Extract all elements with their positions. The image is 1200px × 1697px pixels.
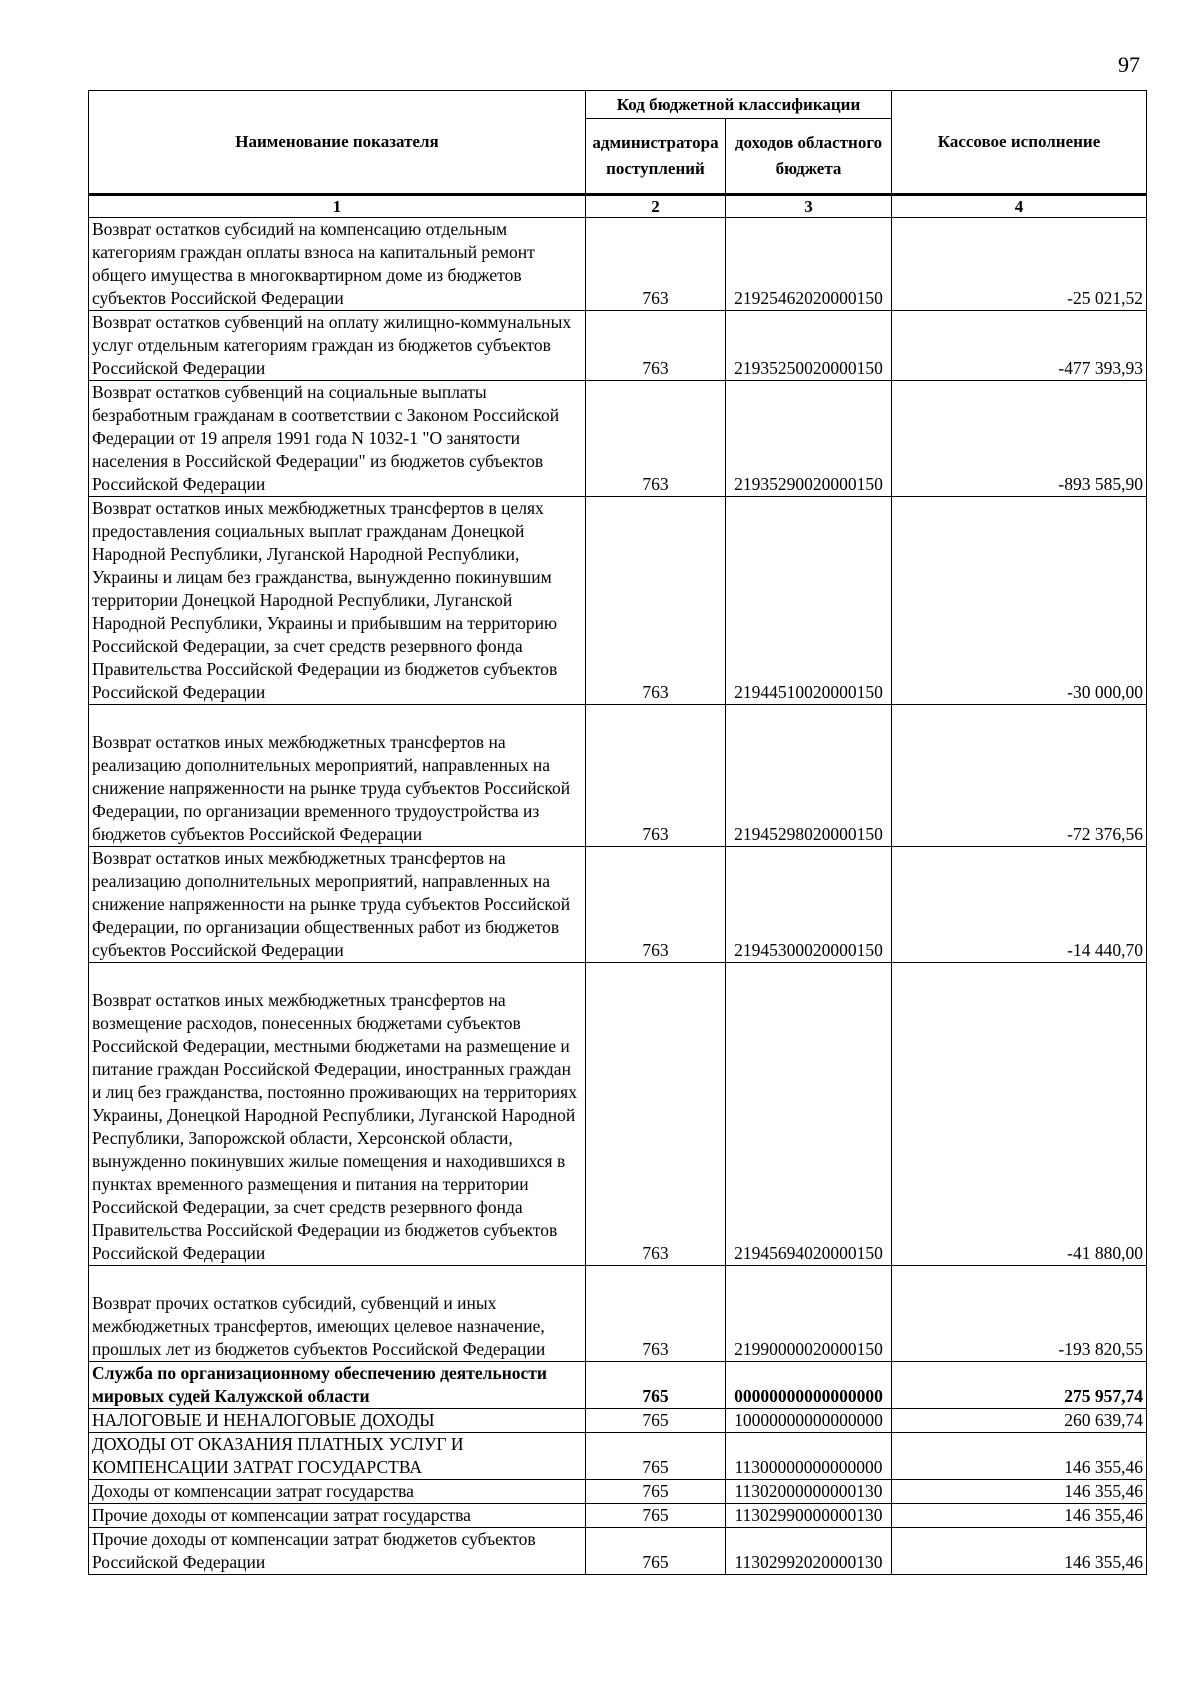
budget-table [88, 90, 1147, 1575]
row-amount: -477 393,93 [892, 311, 1147, 381]
table-row [89, 1528, 1147, 1575]
header-execution: Кассовое исполнение [892, 91, 1147, 195]
col-number-2: 2 [586, 195, 726, 218]
row-income-code: 21990000020000150 [726, 1266, 892, 1362]
table-row [89, 1504, 1147, 1528]
row-amount: 146 355,46 [892, 1480, 1147, 1504]
row-amount: 260 639,74 [892, 1409, 1147, 1433]
col-number-3: 3 [726, 195, 892, 218]
row-admin-code: 763 [586, 1266, 726, 1362]
row-admin-code: 763 [586, 218, 726, 311]
row-amount: -30 000,00 [892, 497, 1147, 705]
row-income-code: 21935290020000150 [726, 381, 892, 497]
row-amount: 146 355,46 [892, 1433, 1147, 1480]
row-admin-code: 763 [586, 497, 726, 705]
row-income-code: 21944510020000150 [726, 497, 892, 705]
row-income-code: 21945694020000150 [726, 963, 892, 1266]
row-admin-code: 765 [586, 1409, 726, 1433]
row-admin-code: 763 [586, 705, 726, 847]
row-name: Возврат остатков иных межбюджетных трансфертов на реализацию дополнительных мероприятий, направленных на снижение напряженности на рынке труда субъектов Российской Федерации, по организации временного трудоустройства из бюджетов субъектов Российской Федерации [89, 705, 586, 847]
table-row [89, 497, 1147, 705]
row-admin-code: 763 [586, 381, 726, 497]
row-name: НАЛОГОВЫЕ И НЕНАЛОГОВЫЕ ДОХОДЫ [89, 1409, 586, 1433]
row-name: Прочие доходы от компенсации затрат государства [89, 1504, 586, 1528]
table-row [89, 705, 1147, 847]
row-admin-code: 765 [586, 1528, 726, 1575]
row-income-code: 10000000000000000 [726, 1409, 892, 1433]
table-row [89, 1433, 1147, 1480]
row-amount: -72 376,56 [892, 705, 1147, 847]
row-admin-code: 765 [586, 1480, 726, 1504]
row-admin-code: 763 [586, 311, 726, 381]
table-row [89, 381, 1147, 497]
table-header [89, 91, 1147, 218]
row-amount: 146 355,46 [892, 1528, 1147, 1575]
row-name: Доходы от компенсации затрат государства [89, 1480, 586, 1504]
row-income-code: 21945300020000150 [726, 847, 892, 963]
table-body [89, 218, 1147, 1575]
row-admin-code: 765 [586, 1362, 726, 1409]
table-row [89, 311, 1147, 381]
col-number-1: 1 [89, 195, 586, 218]
table-row [89, 1409, 1147, 1433]
row-name: Возврат остатков субвенций на социальные выплаты безработным гражданам в соответствии с Законом Российской Федерации от 19 апреля 1991 года N 1032-1 "О занятости населения в Российской Федерации" из бюджетов субъектов Российской Федерации [89, 381, 586, 497]
row-name: Служба по организационному обеспечению деятельности мировых судей Калужской области [89, 1362, 586, 1409]
column-numbers-row [89, 195, 1147, 218]
header-name: Наименование показателя [89, 91, 586, 195]
row-income-code: 21945298020000150 [726, 705, 892, 847]
row-income-code: 11302000000000130 [726, 1480, 892, 1504]
row-name: Возврат прочих остатков субсидий, субвенций и иных межбюджетных трансфертов, имеющих целевое назначение, прошлых лет из бюджетов субъектов Российской Федерации [89, 1266, 586, 1362]
row-income-code: 00000000000000000 [726, 1362, 892, 1409]
header-code-group: Код бюджетной классификации [586, 91, 892, 119]
row-amount: 146 355,46 [892, 1504, 1147, 1528]
row-name: Возврат остатков субсидий на компенсацию отдельным категориям граждан оплаты взноса на капитальный ремонт общего имущества в многоквартирном доме из бюджетов субъектов Российской Федерации [89, 218, 586, 311]
table-row [89, 1266, 1147, 1362]
row-admin-code: 763 [586, 847, 726, 963]
row-name: Возврат остатков субвенций на оплату жилищно-коммунальных услуг отдельным категориям граждан из бюджетов субъектов Российской Федерации [89, 311, 586, 381]
row-amount: -25 021,52 [892, 218, 1147, 311]
row-amount: -193 820,55 [892, 1266, 1147, 1362]
row-income-code: 21935250020000150 [726, 311, 892, 381]
row-name: Возврат остатков иных межбюджетных трансфертов в целях предоставления социальных выплат гражданам Донецкой Народной Республики, Луганской Народной Республики, Украины и лицам без гражданства, вынужденно покинувшим территории Донецкой Народной Республики, Луганской Народной Республики, Украины и прибывшим на территорию Российской Федерации, за счет средств резервного фонда Правительства Российской Федерации из бюджетов субъектов Российской Федерации [89, 497, 586, 705]
table-row [89, 963, 1147, 1266]
table-row [89, 218, 1147, 311]
row-income-code: 11300000000000000 [726, 1433, 892, 1480]
header-admin: администратора поступлений [586, 119, 726, 195]
row-amount: 275 957,74 [892, 1362, 1147, 1409]
row-admin-code: 765 [586, 1504, 726, 1528]
table-row [89, 1480, 1147, 1504]
row-name: Возврат остатков иных межбюджетных трансфертов на возмещение расходов, понесенных бюджетами субъектов Российской Федерации, местными бюджетами на размещение и питание граждан Российской Федерации, иностранных граждан и лиц без гражданства, постоянно проживающих на территориях Украины, Донецкой Народной Республики, Луганской Народной Республики, Запорожской области, Херсонской области, вынужденно покинувших жилые помещения и находившихся в пунктах временного размещения и питания на территории Российской Федерации, за счет средств резервного фонда Правительства Российской Федерации из бюджетов субъектов Российской Федерации [89, 963, 586, 1266]
row-name: Возврат остатков иных межбюджетных трансфертов на реализацию дополнительных мероприятий, направленных на снижение напряженности на рынке труда субъектов Российской Федерации, по организации общественных работ из бюджетов субъектов Российской Федерации [89, 847, 586, 963]
row-income-code: 21925462020000150 [726, 218, 892, 311]
table-row [89, 847, 1147, 963]
header-income: доходов областного бюджета [726, 119, 892, 195]
row-income-code: 11302990000000130 [726, 1504, 892, 1528]
page-number: 97 [1118, 52, 1140, 77]
row-admin-code: 765 [586, 1433, 726, 1480]
row-amount: -41 880,00 [892, 963, 1147, 1266]
row-name: ДОХОДЫ ОТ ОКАЗАНИЯ ПЛАТНЫХ УСЛУГ И КОМПЕНСАЦИИ ЗАТРАТ ГОСУДАРСТВА [89, 1433, 586, 1480]
table-row [89, 1362, 1147, 1409]
row-income-code: 11302992020000130 [726, 1528, 892, 1575]
row-admin-code: 763 [586, 963, 726, 1266]
col-number-4: 4 [892, 195, 1147, 218]
row-name: Прочие доходы от компенсации затрат бюджетов субъектов Российской Федерации [89, 1528, 586, 1575]
row-amount: -14 440,70 [892, 847, 1147, 963]
row-amount: -893 585,90 [892, 381, 1147, 497]
